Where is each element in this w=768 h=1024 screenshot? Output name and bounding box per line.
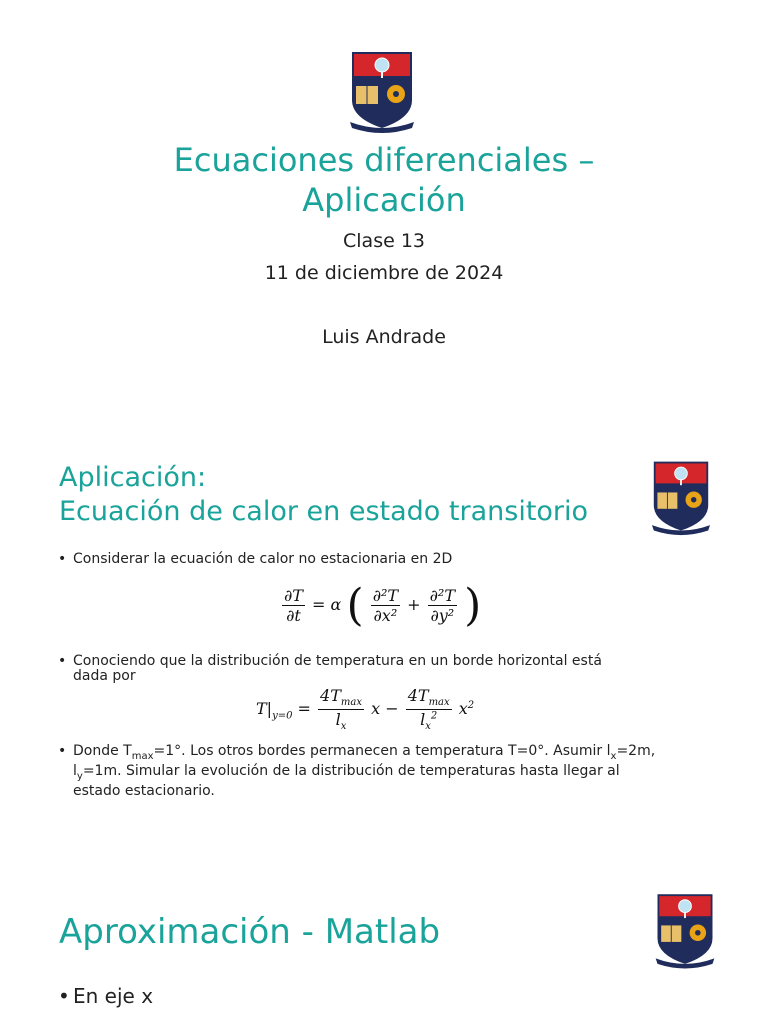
institution-crest-logo (652, 890, 718, 970)
class-number: Clase 13 (343, 230, 425, 252)
institution-crest-logo (648, 458, 714, 536)
author-name: Luis Andrade (322, 326, 446, 348)
slide-matlab (0, 880, 768, 1024)
slide-title (0, 0, 768, 410)
class-date: 11 de diciembre de 2024 (264, 262, 504, 284)
bullet-parameters: • Donde $T_{max}=1^\circ$. Los otros bordes permanecen a temperatura T=0°. Asumir $l_x=2m$, $l_y=1m$. Simular la evolución de la distribución de temperaturas hasta llegar al estado estacionario. (58, 743, 656, 799)
slide2-title-line-2: Ecuación de calor en estado transitorio (59, 496, 589, 527)
bullet-x-axis: • En eje x (58, 984, 154, 1008)
institution-crest-logo (346, 48, 418, 134)
bullet-heat-equation: • Considerar la ecuación de calor no estacionaria en 2D (58, 551, 453, 567)
heat-equation-formula: $\frac{\partial T}{\partial t}$ = α ( $\frac{\text{∂²T}}{\text{∂x²}}$ + $\frac{\text{∂²T}}{\text{∂y²}}$ ) (284, 580, 482, 631)
slide2-title-line-1: Aplicación: (59, 462, 207, 493)
boundary-formula: $T|_{y=0}$ = $\frac{4T_{max}}{l_x}$ x − $\frac{4T_{max}}{l_x^2}$ $x^2$ (256, 686, 475, 733)
slide3-title: Aproximación - Matlab (59, 912, 441, 952)
bullet-boundary-condition: • Conociendo que la distribución de temperatura en un borde horizontal está dada por (58, 653, 602, 684)
title-line-2: Aplicación (302, 181, 466, 219)
slide-application (0, 440, 768, 840)
title-line-1: Ecuaciones diferenciales – (173, 141, 595, 179)
